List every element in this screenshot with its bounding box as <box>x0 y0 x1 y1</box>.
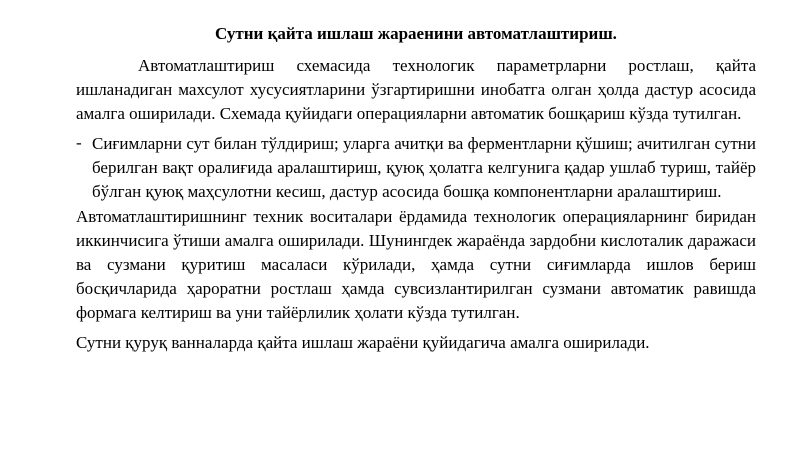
bullet-item-text: Сиғимларни сут билан тўлдириш; уларга ачитқи ва ферментларни қўшиш; ачитилган сутни берилган вақт оралиғида аралаштириш, қуюқ ҳолатга келгунига қадар ушлаб туриш, тайёр бўлган қуюқ маҳсулотни кесиш, дастур асосида бошқа компонентларни аралаштириш. <box>92 134 756 201</box>
document-title: Сутни қайта ишлаш жараенини автоматлаштириш. <box>215 24 617 43</box>
paragraph-technical-means: Автоматлаштиришнинг техник воситалари ёрдамида технологик операцияларнинг биридан иккинчисига ўтиши амалга оширилади. Шунингдек жараёнда зардобни кислоталик даражаси ва сузмани қуритиш масаласи кўрилади, ҳамда сутни сиғимларда ишлов бериш босқичларида ҳароратни ростлаш ҳамда сувсизлантирилган сузмани автоматик равишда формага келтириш ва уни тайёрлилик ҳолати кўзда тутилган. <box>76 207 756 322</box>
bullet-dash-icon: - <box>76 133 82 152</box>
bullet-item <box>76 132 756 204</box>
paragraph-intro: Автоматлаштириш схемасида технологик параметрларни ростлаш, қайта ишланадиган махсулот хусусиятларини ўзгартиришни инобатга олган ҳолда дастур асосида амалга оширилади. Схемада қуйидаги операцияларни автоматик бошқариш кўзда тутилган. <box>76 56 756 123</box>
document-page <box>76 23 756 355</box>
paragraph-dry-baths: Сутни қуруқ ванналарда қайта ишлаш жараёни қуйидагича амалга оширилади. <box>76 333 650 352</box>
